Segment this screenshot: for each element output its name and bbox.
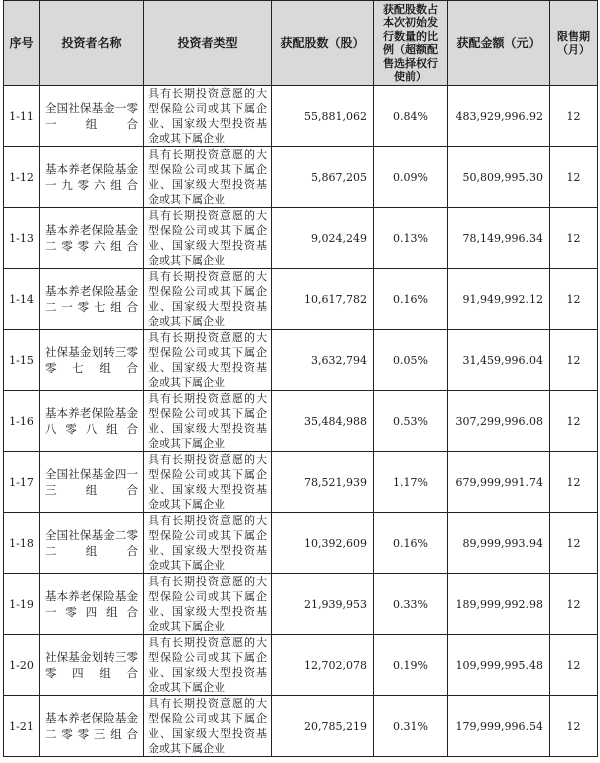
- cell-allocated-amount: 91,949,992.12: [448, 269, 550, 330]
- cell-allocated-shares: 10,617,782: [272, 269, 374, 330]
- cell-allocated-shares: 12,702,078: [272, 635, 374, 696]
- allocation-table: [3, 0, 598, 757]
- cell-allocated-shares: 10,392,609: [272, 513, 374, 574]
- cell-allocation-ratio: 0.53%: [374, 391, 448, 452]
- header-allocation-ratio: 获配股数占本次初始发行数量的比例（超额配售选择权行使前）: [374, 1, 448, 86]
- cell-investor-type: 具有长期投资意愿的大型保险公司或其下属企业、国家级大型投资基金或其下属企业: [144, 391, 272, 452]
- cell-investor-name: 基本养老保险基金一九零六组合: [40, 147, 144, 208]
- cell-allocation-ratio: 1.17%: [374, 452, 448, 513]
- cell-seq: 1-21: [4, 696, 40, 757]
- cell-investor-type: 具有长期投资意愿的大型保险公司或其下属企业、国家级大型投资基金或其下属企业: [144, 513, 272, 574]
- cell-allocated-shares: 3,632,794: [272, 330, 374, 391]
- header-lockup-period: 限售期（月）: [550, 1, 598, 86]
- table-body: [4, 86, 598, 757]
- cell-lockup-period: 12: [550, 391, 598, 452]
- header-allocated-shares: 获配股数（股）: [272, 1, 374, 86]
- cell-allocated-amount: 50,809,995.30: [448, 147, 550, 208]
- cell-seq: 1-17: [4, 452, 40, 513]
- table-row: [4, 452, 598, 513]
- cell-investor-name: 全国社保基金四一三组合: [40, 452, 144, 513]
- cell-lockup-period: 12: [550, 696, 598, 757]
- header-investor-name: 投资者名称: [40, 1, 144, 86]
- cell-lockup-period: 12: [550, 452, 598, 513]
- table-row: [4, 635, 598, 696]
- cell-investor-name: 社保基金划转三零零七组合: [40, 330, 144, 391]
- cell-allocation-ratio: 0.31%: [374, 696, 448, 757]
- table-row: [4, 513, 598, 574]
- cell-allocated-amount: 89,999,993.94: [448, 513, 550, 574]
- table-row: [4, 86, 598, 147]
- cell-seq: 1-15: [4, 330, 40, 391]
- cell-lockup-period: 12: [550, 635, 598, 696]
- cell-allocated-amount: 179,999,996.54: [448, 696, 550, 757]
- cell-investor-name: 基本养老保险基金二一零七组合: [40, 269, 144, 330]
- cell-allocated-shares: 9,024,249: [272, 208, 374, 269]
- cell-lockup-period: 12: [550, 208, 598, 269]
- cell-seq: 1-18: [4, 513, 40, 574]
- cell-seq: 1-20: [4, 635, 40, 696]
- cell-allocated-amount: 109,999,995.48: [448, 635, 550, 696]
- cell-lockup-period: 12: [550, 86, 598, 147]
- cell-investor-name: 基本养老保险基金八零八组合: [40, 391, 144, 452]
- cell-seq: 1-11: [4, 86, 40, 147]
- cell-allocation-ratio: 0.05%: [374, 330, 448, 391]
- header-allocated-amount: 获配金额（元）: [448, 1, 550, 86]
- cell-investor-type: 具有长期投资意愿的大型保险公司或其下属企业、国家级大型投资基金或其下属企业: [144, 330, 272, 391]
- cell-allocated-amount: 483,929,996.92: [448, 86, 550, 147]
- cell-investor-type: 具有长期投资意愿的大型保险公司或其下属企业、国家级大型投资基金或其下属企业: [144, 635, 272, 696]
- cell-lockup-period: 12: [550, 513, 598, 574]
- cell-investor-name: 全国社保基金一零一组合: [40, 86, 144, 147]
- cell-investor-type: 具有长期投资意愿的大型保险公司或其下属企业、国家级大型投资基金或其下属企业: [144, 147, 272, 208]
- cell-allocation-ratio: 0.84%: [374, 86, 448, 147]
- cell-seq: 1-19: [4, 574, 40, 635]
- cell-lockup-period: 12: [550, 269, 598, 330]
- header-investor-type: 投资者类型: [144, 1, 272, 86]
- cell-lockup-period: 12: [550, 330, 598, 391]
- cell-seq: 1-16: [4, 391, 40, 452]
- table-row: [4, 147, 598, 208]
- cell-investor-type: 具有长期投资意愿的大型保险公司或其下属企业、国家级大型投资基金或其下属企业: [144, 452, 272, 513]
- cell-investor-name: 社保基金划转三零零四组合: [40, 635, 144, 696]
- cell-lockup-period: 12: [550, 574, 598, 635]
- cell-seq: 1-13: [4, 208, 40, 269]
- cell-allocation-ratio: 0.16%: [374, 269, 448, 330]
- cell-investor-type: 具有长期投资意愿的大型保险公司或其下属企业、国家级大型投资基金或其下属企业: [144, 86, 272, 147]
- cell-lockup-period: 12: [550, 147, 598, 208]
- cell-allocation-ratio: 0.33%: [374, 574, 448, 635]
- cell-allocated-shares: 55,881,062: [272, 86, 374, 147]
- header-seq: 序号: [4, 1, 40, 86]
- cell-seq: 1-14: [4, 269, 40, 330]
- cell-investor-name: 基本养老保险基金二零零三组合: [40, 696, 144, 757]
- cell-investor-name: 基本养老保险基金一零四组合: [40, 574, 144, 635]
- cell-allocated-amount: 307,299,996.08: [448, 391, 550, 452]
- table-row: [4, 574, 598, 635]
- table-header-row: [4, 1, 598, 86]
- cell-investor-name: 全国社保基金二零二组合: [40, 513, 144, 574]
- table-row: [4, 269, 598, 330]
- cell-allocated-shares: 21,939,953: [272, 574, 374, 635]
- cell-investor-type: 具有长期投资意愿的大型保险公司或其下属企业、国家级大型投资基金或其下属企业: [144, 269, 272, 330]
- cell-allocation-ratio: 0.13%: [374, 208, 448, 269]
- cell-allocated-shares: 20,785,219: [272, 696, 374, 757]
- cell-allocated-amount: 679,999,991.74: [448, 452, 550, 513]
- cell-allocation-ratio: 0.16%: [374, 513, 448, 574]
- table-row: [4, 696, 598, 757]
- cell-allocation-ratio: 0.09%: [374, 147, 448, 208]
- cell-investor-type: 具有长期投资意愿的大型保险公司或其下属企业、国家级大型投资基金或其下属企业: [144, 208, 272, 269]
- cell-allocated-shares: 78,521,939: [272, 452, 374, 513]
- cell-investor-name: 基本养老保险基金二零零六组合: [40, 208, 144, 269]
- table-row: [4, 208, 598, 269]
- cell-allocated-amount: 78,149,996.34: [448, 208, 550, 269]
- cell-investor-type: 具有长期投资意愿的大型保险公司或其下属企业、国家级大型投资基金或其下属企业: [144, 574, 272, 635]
- cell-allocation-ratio: 0.19%: [374, 635, 448, 696]
- cell-allocated-amount: 189,999,992.98: [448, 574, 550, 635]
- table-row: [4, 391, 598, 452]
- cell-allocated-amount: 31,459,996.04: [448, 330, 550, 391]
- cell-investor-type: 具有长期投资意愿的大型保险公司或其下属企业、国家级大型投资基金或其下属企业: [144, 696, 272, 757]
- cell-seq: 1-12: [4, 147, 40, 208]
- cell-allocated-shares: 35,484,988: [272, 391, 374, 452]
- table-row: [4, 330, 598, 391]
- cell-allocated-shares: 5,867,205: [272, 147, 374, 208]
